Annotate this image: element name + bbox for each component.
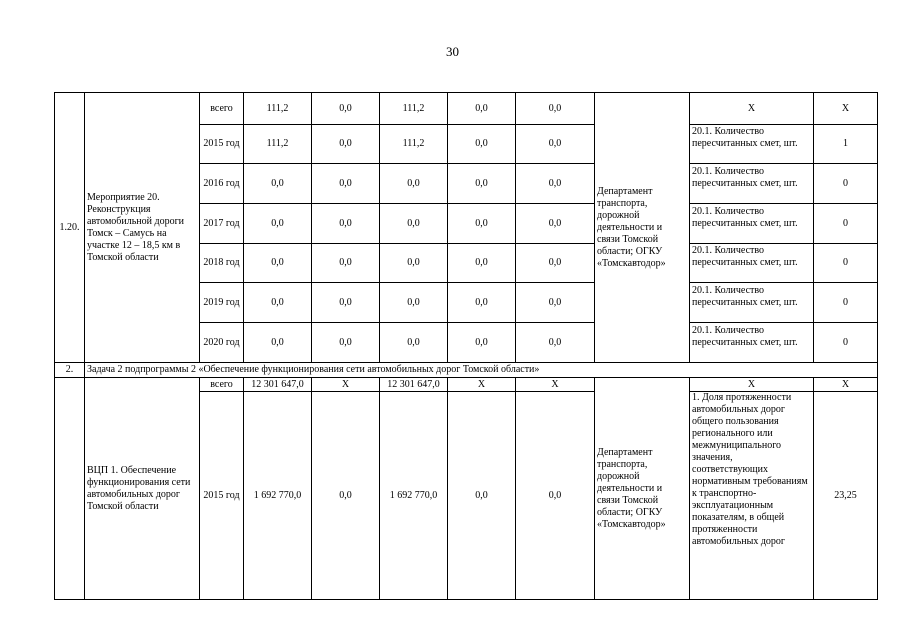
period-cell: всего [200,378,244,392]
value-cell: 0,0 [244,244,312,283]
table-row [55,93,878,125]
value-cell: 0,0 [244,164,312,204]
indicator-value: X [814,378,878,392]
value-cell: 0,0 [516,125,595,164]
value-cell: 0,0 [448,283,516,323]
indicator-text: 20.1. Количество пересчитанных смет, шт. [692,205,798,229]
indicator-value: 0 [814,244,878,283]
row-number [55,378,85,600]
period-cell: 2015 год [200,392,244,600]
value-cell: 111,2 [380,125,448,164]
value-cell: 0,0 [448,204,516,244]
value-cell: 0,0 [312,204,380,244]
indicator-cell [690,204,814,244]
indicator-text: 1. Доля протяженности автомобильных дорог общего пользования регионального или межмуниципального значения, соответствующих нормативным требованиям к транспортно-эксплуатационным показателям, в общей протяженности автомобильных дорог [692,392,808,547]
indicator-value: 0 [814,164,878,204]
value-cell: 0,0 [244,204,312,244]
executor-cell: Департамент транспорта, дорожной деятельности и связи Томской области; ОГКУ «Томскавтодор» [595,93,690,363]
value-cell: 0,0 [312,93,380,125]
value-cell: 12 301 647,0 [244,378,312,392]
period-cell: 2019 год [200,283,244,323]
indicator-text: 20.1. Количество пересчитанных смет, шт. [692,245,798,268]
period-cell: 2020 год [200,323,244,363]
value-cell: 0,0 [312,392,380,600]
value-cell: 0,0 [312,244,380,283]
value-cell: 0,0 [448,392,516,600]
indicator-value: X [814,93,878,125]
event-name: Мероприятие 20. Реконструкция автомобильной дороги Томск – Самусь на участке 12 – 18,5 км в Томской области [85,93,200,363]
value-cell: 0,0 [312,125,380,164]
value-cell: 12 301 647,0 [380,378,448,392]
value-cell: 0,0 [380,323,448,363]
page-number: 30 [446,44,459,59]
indicator-cell [690,283,814,323]
program-name: ВЦП 1. Обеспечение функционирования сети автомобильных дорог Томской области [85,378,200,600]
period-cell: 2015 год [200,125,244,164]
task-title: Задача 2 подпрограммы 2 «Обеспечение функционирования сети автомобильных дорог Томской области» [85,363,878,378]
program-table [54,92,878,600]
value-cell: 0,0 [380,164,448,204]
indicator-value: 0 [814,323,878,363]
indicator-cell: X [690,378,814,392]
indicator-cell: X [690,93,814,125]
value-cell: 0,0 [312,283,380,323]
indicator-cell [690,392,814,600]
value-cell: 1 692 770,0 [244,392,312,600]
value-cell: 0,0 [380,204,448,244]
value-cell: 0,0 [448,323,516,363]
row-number: 2. [55,363,85,378]
indicator-text: 20.1. Количество пересчитанных смет, шт. [692,165,798,189]
value-cell: 0,0 [516,392,595,600]
indicator-text: 20.1. Количество пересчитанных смет, шт. [692,284,798,308]
value-cell: 0,0 [380,244,448,283]
value-cell: 0,0 [380,283,448,323]
value-cell: 0,0 [244,283,312,323]
indicator-text: 20.1. Количество пересчитанных смет, шт. [692,324,798,348]
value-cell: 0,0 [516,93,595,125]
value-cell: 0,0 [516,164,595,204]
executor-cell: Департамент транспорта, дорожной деятельности и связи Томской области; ОГКУ «Томскавтодор» [595,378,690,600]
indicator-cell [690,164,814,204]
period-cell: 2018 год [200,244,244,283]
period-cell: 2017 год [200,204,244,244]
value-cell: X [516,378,595,392]
value-cell: X [312,378,380,392]
value-cell: 0,0 [244,323,312,363]
value-cell: 0,0 [516,283,595,323]
value-cell: 0,0 [312,323,380,363]
value-cell: 0,0 [448,93,516,125]
indicator-value: 1 [814,125,878,164]
indicator-value: 23,25 [814,392,878,600]
indicator-text: 20.1. Количество пересчитанных смет, шт. [692,126,798,149]
value-cell: 1 692 770,0 [380,392,448,600]
value-cell: 0,0 [516,323,595,363]
indicator-value: 0 [814,283,878,323]
period-cell: всего [200,93,244,125]
indicator-cell [690,125,814,164]
value-cell: 0,0 [516,244,595,283]
table-row [55,363,878,378]
value-cell: 111,2 [244,125,312,164]
value-cell: 0,0 [312,164,380,204]
indicator-cell [690,323,814,363]
value-cell: 111,2 [380,93,448,125]
value-cell: 0,0 [448,244,516,283]
indicator-value: 0 [814,204,878,244]
indicator-cell [690,244,814,283]
row-number: 1.20. [55,93,85,363]
value-cell: 0,0 [448,125,516,164]
value-cell: X [448,378,516,392]
value-cell: 0,0 [448,164,516,204]
value-cell: 111,2 [244,93,312,125]
value-cell: 0,0 [516,204,595,244]
table-row [55,378,878,392]
period-cell: 2016 год [200,164,244,204]
